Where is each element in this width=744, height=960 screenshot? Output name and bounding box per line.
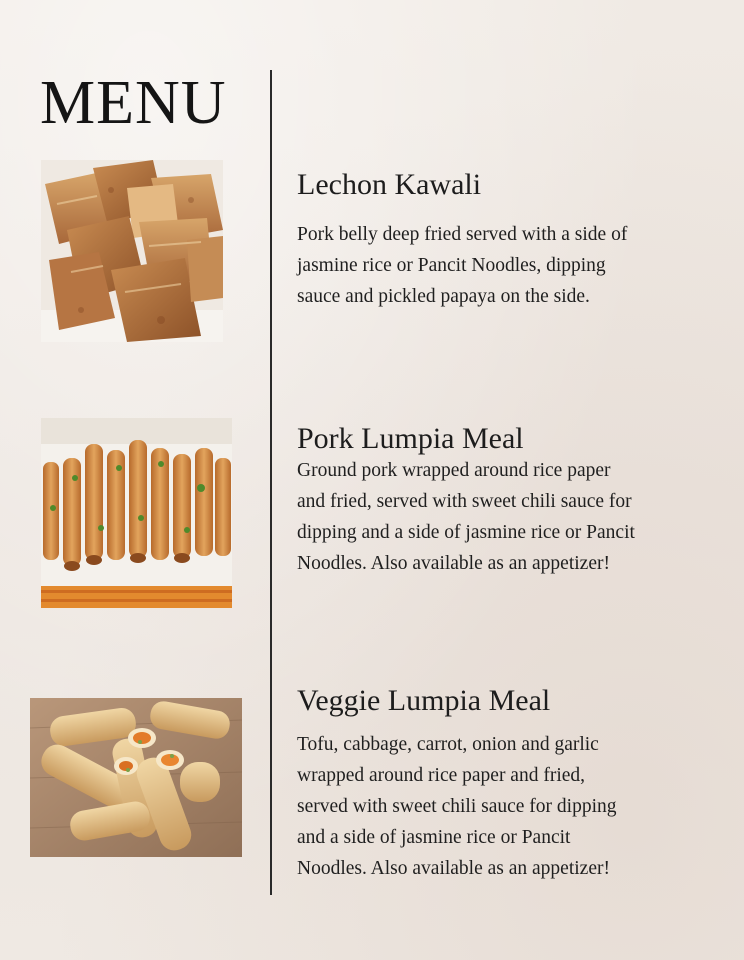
menu-item-veggie-lumpia (297, 684, 727, 884)
menu-title: MENU (40, 69, 227, 137)
lechon-kawali-photo (41, 160, 223, 342)
veggie-lumpia-photo (30, 698, 242, 857)
item-name: Lechon Kawali (297, 168, 482, 201)
menu-item-pork-lumpia (297, 422, 727, 579)
item-description: Ground pork wrapped around rice paper and fried, served with sweet chili sauce for dipping and a side of jasmine rice or Pancit Noodles. Also available as an appetizer! (297, 460, 635, 574)
item-name: Veggie Lumpia Meal (297, 684, 551, 717)
item-description: Tofu, cabbage, carrot, onion and garlic wrapped around rice paper and fried, served with sweet chili sauce for dipping and a side of jasmine rice or Pancit Noodles. Also available as an appetizer! (297, 734, 617, 879)
item-description: Pork belly deep fried served with a side of jasmine rice or Pancit Noodles, dipping sauce and pickled papaya on the side. (297, 224, 628, 307)
menu-item-lechon-kawali (297, 168, 727, 312)
item-name: Pork Lumpia Meal (297, 422, 524, 455)
pork-lumpia-photo (41, 418, 232, 608)
vertical-divider (270, 70, 272, 895)
